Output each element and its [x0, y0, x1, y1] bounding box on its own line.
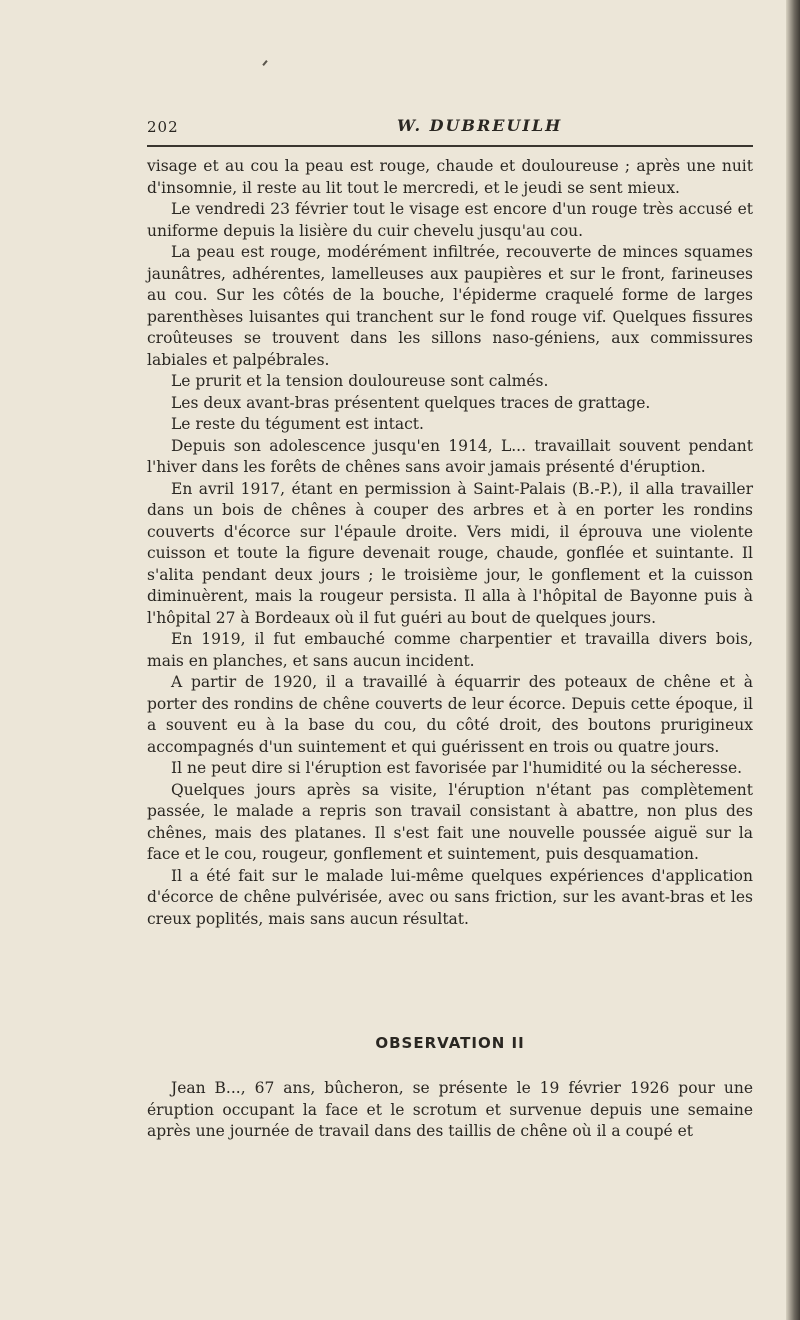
section-title: OBSERVATION II: [375, 1034, 525, 1052]
running-head: W. DUBREUILH: [397, 116, 563, 135]
body-text: [147, 156, 753, 930]
paragraph: En 1919, il fut embauché comme charpentier et travailla divers bois, mais en planches, et sans aucun incident.: [147, 630, 753, 670]
paragraph: Il a été fait sur le malade lui-même quelques expériences d'application d'écorce de chêne pulvérisée, avec ou sans friction, sur les avant-bras et les creux poplités, mais sans aucun résultat.: [147, 866, 753, 928]
header-rule: [147, 145, 753, 147]
page-header: [147, 112, 753, 148]
page-number: 202: [147, 118, 179, 136]
paragraph: Le vendredi 23 février tout le visage est encore d'un rouge très accusé et uniforme depuis la lisière du cuir chevelu jusqu'au cou.: [147, 200, 753, 240]
body-text-2: [147, 1078, 753, 1143]
paragraph: La peau est rouge, modérément infiltrée, recouverte de minces squames jaunâtres, adhérentes, lamelleuses aux paupières et sur le front, farineuses au cou. Sur les côtés de la bouche, l'épiderme craquelé forme de larges parenthèses luisantes qui tranchent sur le fond rouge vif. Quelques fissures croûteuses se trouvent dans les sillons naso-géniens, aux commissures labiales et palpébrales.: [147, 243, 753, 369]
paragraph: visage et au cou la peau est rouge, chaude et douloureuse ; après une nuit d'insomnie, il reste au lit tout le mercredi, et le jeudi se sent mieux.: [147, 157, 753, 197]
page-edge: [786, 0, 800, 1320]
paragraph: Jean B..., 67 ans, bûcheron, se présente le 19 février 1926 pour une éruption occupant la face et le scrotum et survenue depuis une semaine après une journée de travail dans des taillis de chêne où il a coupé et: [147, 1079, 753, 1140]
paragraph: Les deux avant-bras présentent quelques traces de grattage.: [171, 393, 651, 412]
paragraph: Le reste du tégument est intact.: [171, 415, 424, 433]
paragraph: Le prurit et la tension douloureuse sont calmés.: [171, 372, 549, 390]
paragraph: Quelques jours après sa visite, l'éruption n'étant pas complètement passée, le malade a repris son travail consistant à abattre, non plus des chênes, mais des platanes. Il s'est fait une nouvelle poussée aiguë sur la face et le cou, rougeur, gonflement et suintement, puis desquamation.: [147, 780, 753, 863]
paragraph: En avril 1917, étant en permission à Saint-Palais (B.-P.), il alla travailler dans un bois de chênes à couper des arbres et à en porter les rondins couverts d'écorce sur l'épaule droite. Vers midi, il éprouva une violente cuisson et toute la figure devenait rouge, chaude, gonflée et suintante. Il s'alita pendant deux jours ; le troisième jour, le gonflement et la cuisson diminuèrent, mais la rougeur persista. Il alla à l'hôpital de Bayonne puis à l'hôpital 27 à Bordeaux où il fut guéri au bout de quelques jours.: [147, 479, 753, 627]
paragraph: Depuis son adolescence jusqu'en 1914, L... travaillait souvent pendant l'hiver dans les forêts de chênes sans avoir jamais présenté d'éruption.: [147, 436, 753, 476]
paragraph: Il ne peut dire si l'éruption est favorisée par l'humidité ou la sécheresse.: [171, 759, 743, 777]
stray-mark: [262, 60, 267, 66]
paragraph: A partir de 1920, il a travaillé à équarrir des poteaux de chêne et à porter des rondins de chêne couverts de leur écorce. Depuis cette époque, il a souvent eu à la base du cou, du côté droit, des boutons prurigineux accompagnés d'un suintement et qui guérissent en trois ou quatre jours.: [147, 673, 753, 756]
